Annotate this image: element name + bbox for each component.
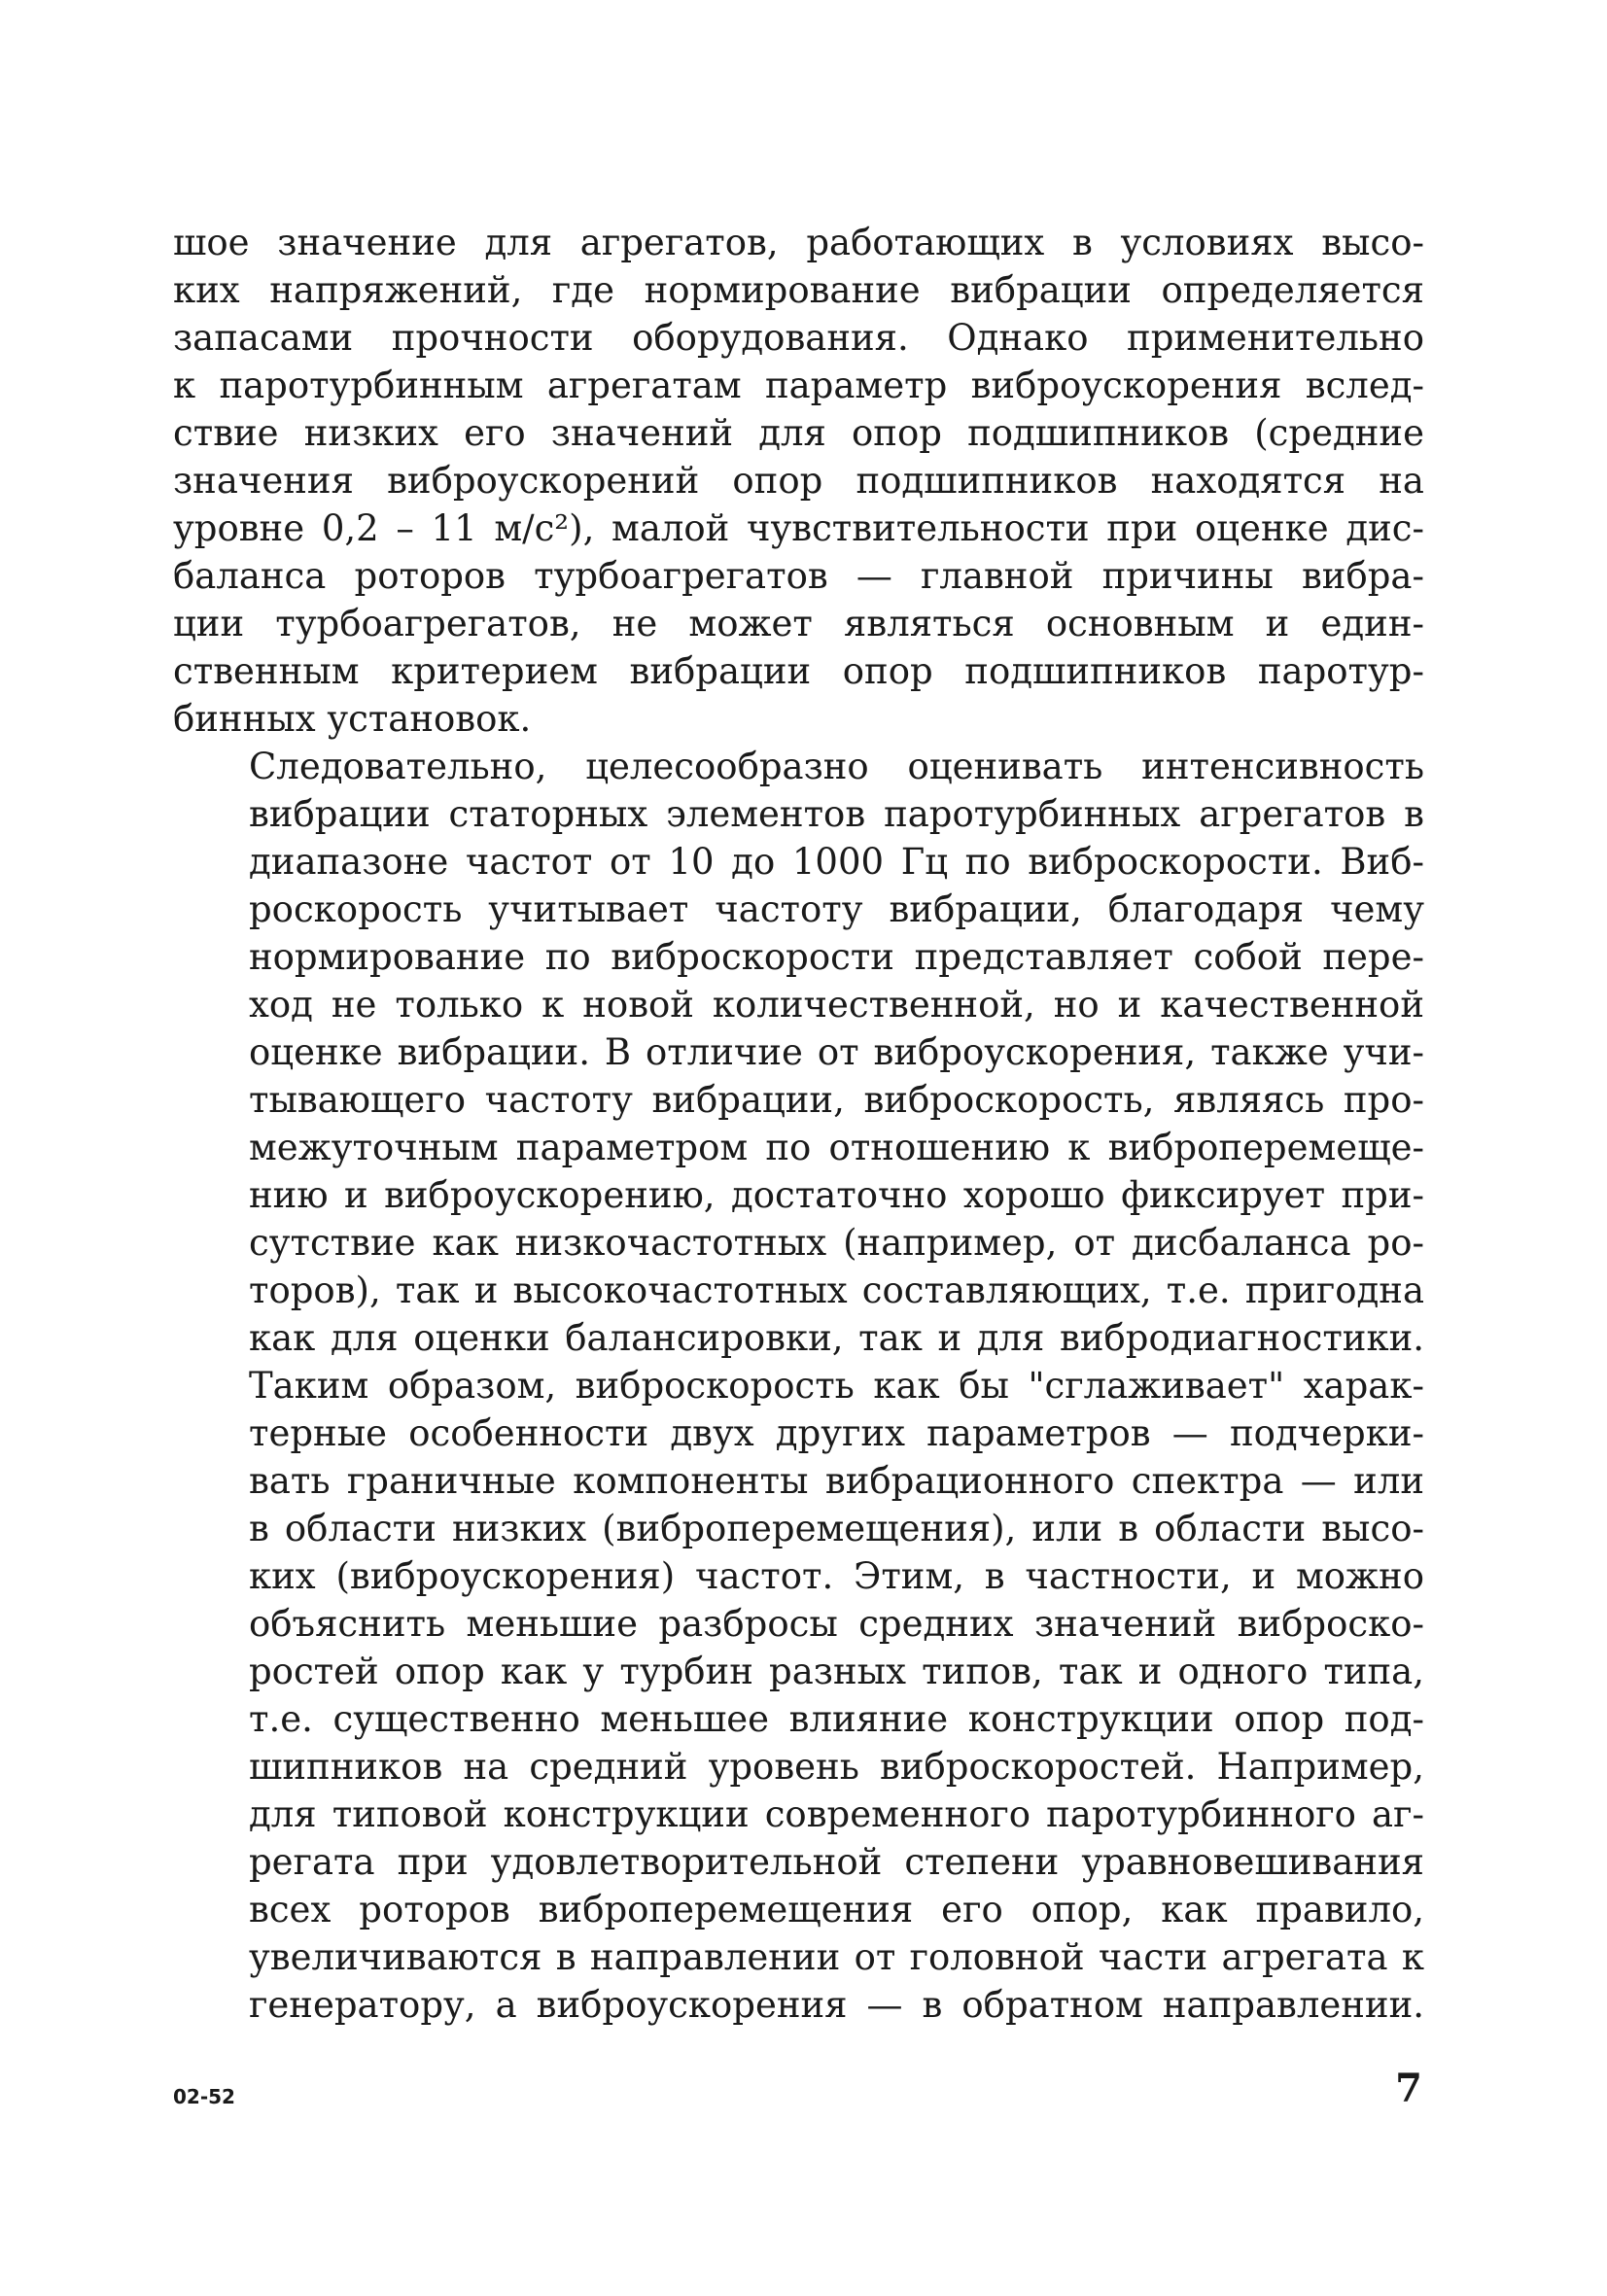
text-line: баланса роторов турбоагрегатов — главной причины вибра-: [173, 555, 1424, 597]
text-line: уровне 0,2 – 11 м/с²), малой чувствительности при оценке дис-: [173, 507, 1424, 549]
page-body: [173, 219, 1424, 2029]
text-line: тывающего частоту вибрации, виброскорость, являясь про-: [249, 1079, 1424, 1121]
text-line: вибрации статорных элементов паротурбинных агрегатов в: [249, 793, 1424, 835]
text-line: для типовой конструкции современного паротурбинного аг-: [249, 1793, 1424, 1835]
text-line: бинных установок.: [173, 698, 532, 740]
text-line: всех роторов виброперемещения его опор, как правило,: [249, 1889, 1424, 1931]
page-footer: [173, 2066, 1424, 2114]
text-line: к паротурбинным агрегатам параметр виброускорения вслед-: [173, 365, 1424, 406]
text-line: регата при удовлетворительной степени уравновешивания: [249, 1841, 1424, 1883]
text-line: т.е. существенно меньшее влияние конструкции опор под-: [249, 1698, 1424, 1740]
text-line: увеличиваются в направлении от головной части агрегата к: [249, 1936, 1424, 1978]
text-line: ции турбоагрегатов, не может являться основным и един-: [173, 603, 1424, 644]
text-line: Таким образом, виброскорость как бы "сглаживает" харак-: [249, 1365, 1424, 1407]
paragraph-2: [173, 743, 1424, 2029]
text-line: генератору, а виброускорения — в обратном направлении.: [249, 1984, 1424, 2026]
text-line: нормирование по виброскорости представляет собой пере-: [249, 936, 1424, 978]
text-line: ственным критерием вибрации опор подшипников паротур-: [173, 650, 1424, 692]
text-line: шое значение для агрегатов, работающих в условиях высо-: [173, 222, 1424, 263]
print-code: 02-52: [173, 2085, 235, 2108]
text-line: межуточным параметром по отношению к виброперемеще-: [249, 1127, 1424, 1168]
text-line: ствие низких его значений для опор подшипников (средние: [173, 412, 1424, 454]
text-line: ростей опор как у турбин разных типов, так и одного типа,: [249, 1651, 1424, 1692]
text-line: шипников на средний уровень виброскоростей. Например,: [249, 1746, 1424, 1788]
text-line: ких (виброускорения) частот. Этим, в частности, и можно: [249, 1555, 1424, 1597]
paragraph-1: [173, 219, 1424, 743]
text-line: в области низких (виброперемещения), или в области высо-: [249, 1508, 1424, 1549]
text-line: нию и виброускорению, достаточно хорошо фиксирует при-: [249, 1174, 1424, 1216]
text-line: Следовательно, целесообразно оценивать интенсивность: [249, 746, 1424, 787]
text-line: торов), так и высокочастотных составляющих, т.е. пригодна: [249, 1270, 1424, 1311]
text-line: диапазоне частот от 10 до 1000 Гц по виброскорости. Виб-: [249, 841, 1424, 883]
text-line: сутствие как низкочастотных (например, от дисбаланса ро-: [249, 1222, 1424, 1264]
text-line: роскорость учитывает частоту вибрации, благодаря чему: [249, 888, 1424, 930]
text-line: значения виброускорений опор подшипников находятся на: [173, 460, 1424, 502]
text-line: ход не только к новой количественной, но и качественной: [249, 984, 1424, 1026]
text-line: терные особенности двух других параметров — подчерки-: [249, 1412, 1424, 1454]
page-number: 7: [1395, 2066, 1422, 2111]
text-line: запасами прочности оборудования. Однако применительно: [173, 317, 1424, 359]
text-line: объяснить меньшие разбросы средних значений виброско-: [249, 1603, 1424, 1645]
text-line: как для оценки балансировки, так и для вибродиагностики.: [249, 1317, 1424, 1359]
text-line: оценке вибрации. В отличие от виброускорения, также учи-: [249, 1031, 1424, 1073]
text-line: вать граничные компоненты вибрационного спектра — или: [249, 1460, 1424, 1502]
text-line: ких напряжений, где нормирование вибрации определяется: [173, 269, 1424, 311]
